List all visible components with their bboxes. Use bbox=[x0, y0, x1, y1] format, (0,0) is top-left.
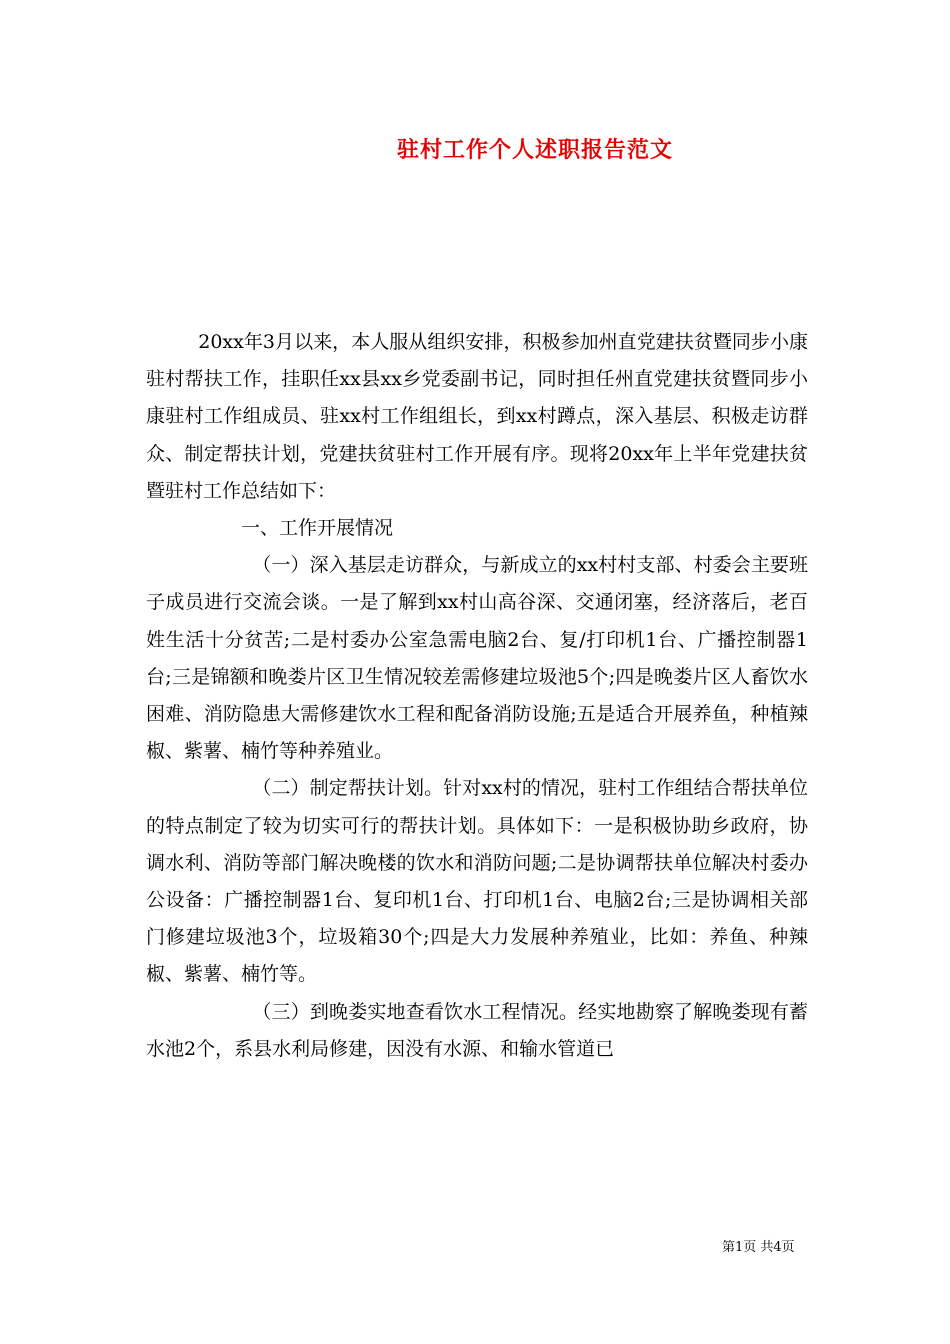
subsection-paragraph-2: （二）制定帮扶计划。针对xx村的情况，驻村工作组结合帮扶单位的特点制定了较为切实可行的帮扶计划。具体如下：一是积极协助乡政府，协调水利、消防等部门解决晚楼的饮水和消防问题;二是协调帮扶单位解决村委办公设备：广播控制器1台、复印机1台、打印机1台、电脑2台;三是协调相关部门修建垃圾池3个，垃圾箱30个;四是大力发展种养殖业，比如：养鱼、种辣椒、紫薯、楠竹等。 bbox=[146, 777, 808, 986]
subsection-paragraph-3: （三）到晚娄实地查看饮水工程情况。经实地勘察了解晚娄现有蓄水池2个，系县水利局修建，因没有水源、和输水管道已 bbox=[146, 1000, 808, 1060]
document-title: 驻村工作个人述职报告范文 bbox=[396, 137, 673, 163]
subsection-paragraph-1: （一）深入基层走访群众，与新成立的xx村村支部、村委会主要班子成员进行交流会谈。一是了解到xx村山高谷深、交通闭塞，经济落后，老百姓生活十分贫苦;二是村委办公室急需电脑2台、复/打印机1台、广播控制器1台;三是锦额和晚娄片区卫生情况较差需修建垃圾池5个;四是晚娄片区人畜饮水困难、消防隐患大需修建饮水工程和配备消防设施;五是适合开展养鱼，种植辣椒、紫薯、楠竹等种养殖业。 bbox=[146, 554, 808, 763]
intro-paragraph: 20xx年3月以来，本人服从组织安排，积极参加州直党建扶贫暨同步小康驻村帮扶工作，挂职任xx县xx乡党委副书记，同时担任州直党建扶贫暨同步小康驻村工作组成员、驻xx村工作组组长，到xx村蹲点，深入基层、积极走访群众、制定帮扶计划，党建扶贫驻村工作开展有序。现将20xx年上半年党建扶贫暨驻村工作总结如下： bbox=[146, 331, 808, 502]
page-footer: 第1页 共4页 bbox=[722, 1240, 795, 1255]
section-heading: 一、工作开展情况 bbox=[241, 517, 394, 540]
document-body bbox=[146, 324, 808, 1068]
